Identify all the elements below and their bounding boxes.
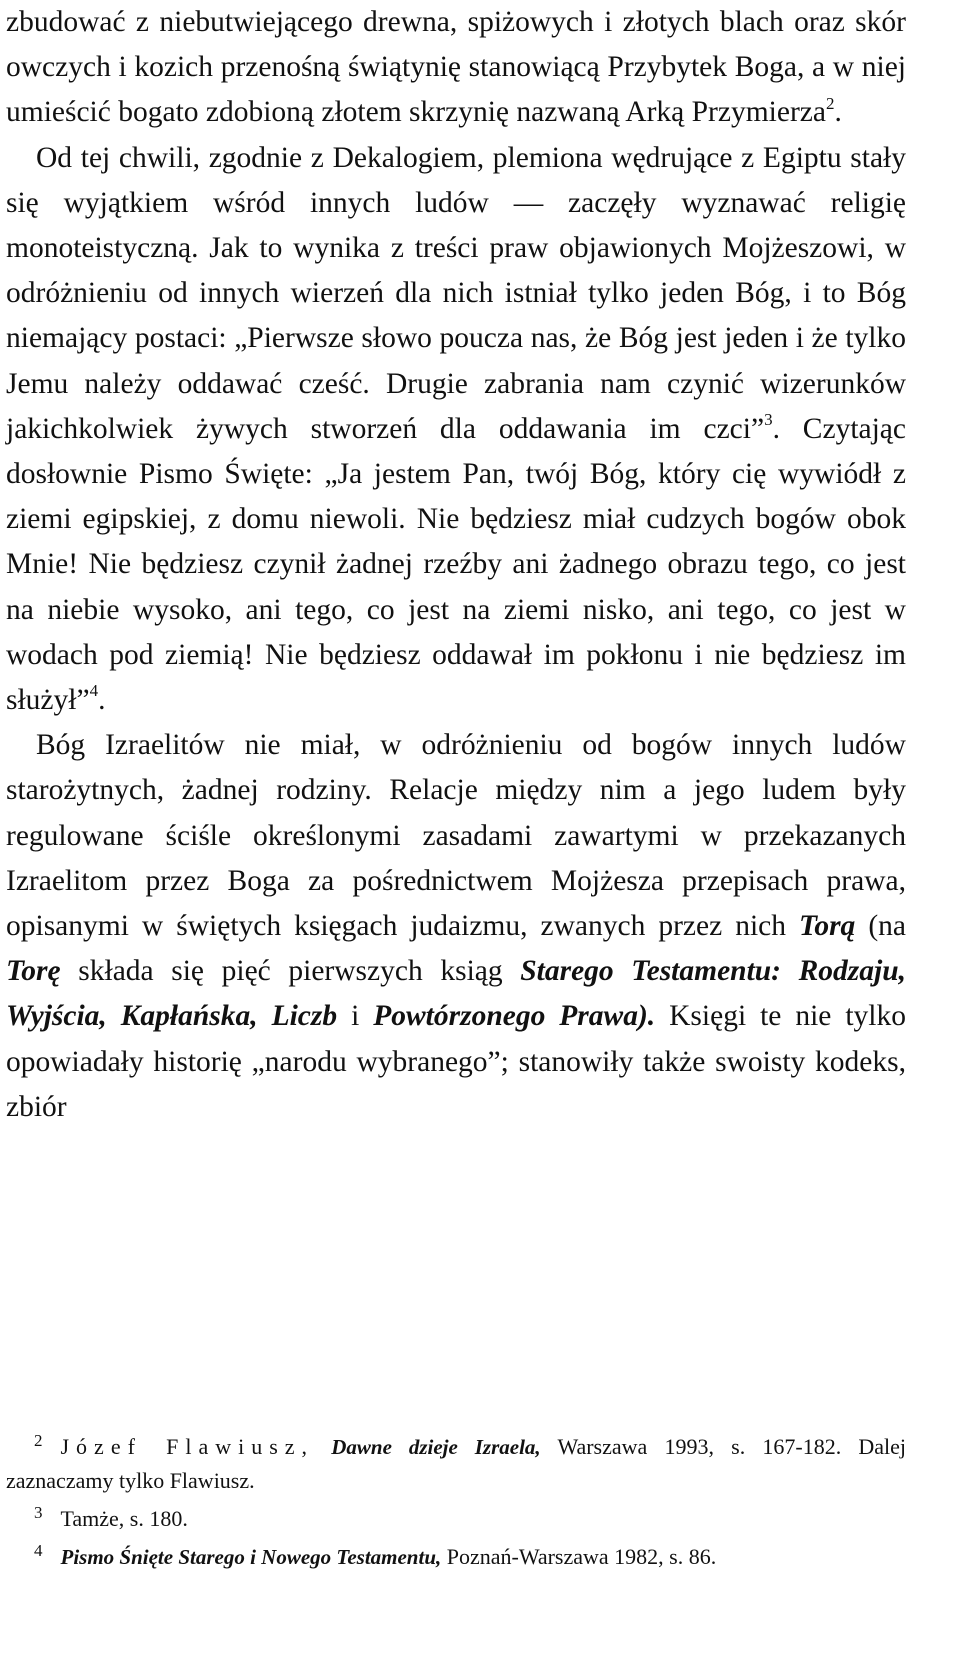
footnote-ref-3: 3 (764, 410, 773, 429)
footnote-author: Józef Flawiusz, (60, 1434, 315, 1459)
paragraph-3-text-d: i (337, 1000, 374, 1033)
term-torah-1: Torą (799, 910, 856, 943)
paragraph-2-text-a: Od tej chwili, zgodnie z Dekalogiem, plemiona wędrujące z Egiptu stały się wyjątkiem wśród innych ludów — zaczęły wyznawać religię monoteistyczną. Jak to wynika z treści praw objawionych Mojżeszowi, w odróżnieniu od innych wierzeń dla nich istniał tylko jeden Bóg, i to Bóg niemający postaci: „Pierwsze słowo poucza nas, że Bóg jest jeden i że tylko Jemu należy oddawać cześć. Drugie zabrania nam czynić wizerunków jakichkolwiek żywych stworzeń dla oddawania im czci” (6, 141, 906, 445)
paragraph-3-text-b: (na (855, 910, 906, 943)
footnote-rest: Poznań-Warszawa 1982, s. 86. (441, 1544, 717, 1569)
paragraph-1-end: . (834, 96, 842, 129)
books-list-2: Powtórzonego Prawa). (373, 1000, 656, 1033)
document-page (6, 0, 907, 1569)
footnote-4 (6, 1540, 906, 1574)
main-text (6, 0, 906, 1130)
paragraph-1-text: zbudować z niebutwiejącego drewna, spiżowych i złotych blach oraz skór owczych i kozich przenośną świątynię stanowiącą Przybytek Boga, a w niej umieścić bogato zdobioną złotem skrzynię nazwaną Arką Przymierza (6, 6, 906, 129)
paragraph-3-text-e: Księgi te nie tylko opowiadały historię „narodu wybranego”; stanowiły także swoisty kodeks, zbiór (6, 1000, 906, 1123)
paragraph-2-text-b: . Czytając dosłownie Pismo Święte: „Ja jestem Pan, twój Bóg, który cię wywiódł z ziemi egipskiej, z domu niewoli. Nie będziesz miał cudzych bogów obok Mnie! Nie będziesz czynił żadnej rzeźby ani żadnego obrazu tego, co jest na niebie wysoko, ani tego, co jest na ziemi nisko, ani tego, co jest w wodach pod ziemią! Nie będziesz oddawał im pokłonu i nie będziesz im służył” (6, 412, 906, 717)
footnote-number: 3 (34, 1502, 43, 1522)
paragraph-3-text-a: Bóg Izraelitów nie miał, w odróżnieniu od bogów innych ludów starożytnych, żadnej rodziny. Relacje między nim a jego ludem były regulowane ściśle określonymi zasadami zawartymi w przekazanych Izraelitom przez Boga za pośrednictwem Mojżesza przepisach prawa, opisanymi w świętych księgach judaizmu, zwanych przez nich (6, 729, 906, 943)
footnotes (6, 1430, 906, 1574)
footnote-2 (6, 1430, 906, 1498)
paragraph-3-text-c: składa się pięć pierwszych ksiąg (60, 955, 521, 988)
paragraph-3 (6, 723, 906, 1130)
books-list-1: Starego Testamentu: Rodzaju, Wyjścia, Kapłańska, Liczb (6, 955, 907, 1033)
footnote-number: 2 (34, 1430, 43, 1450)
footnote-ref-2: 2 (825, 93, 835, 113)
footnote-number: 4 (34, 1540, 43, 1560)
footnote-3 (6, 1502, 906, 1536)
footnote-title: Dawne dzieje Izraela, (331, 1435, 541, 1459)
paragraph-2 (6, 136, 906, 724)
footnote-rest: Warszawa 1993, s. 167-182. Dalej zaznaczamy tylko Flawiusz. (6, 1434, 907, 1493)
paragraph-1 (6, 0, 906, 136)
footnote-rest: Tamże, s. 180. (60, 1506, 188, 1531)
footnote-title: Pismo Śnięte Starego i Nowego Testamentu, (60, 1545, 442, 1569)
footnote-ref-4: 4 (89, 681, 99, 701)
paragraph-2-end: . (98, 684, 106, 717)
term-torah-2: Torę (6, 955, 61, 988)
